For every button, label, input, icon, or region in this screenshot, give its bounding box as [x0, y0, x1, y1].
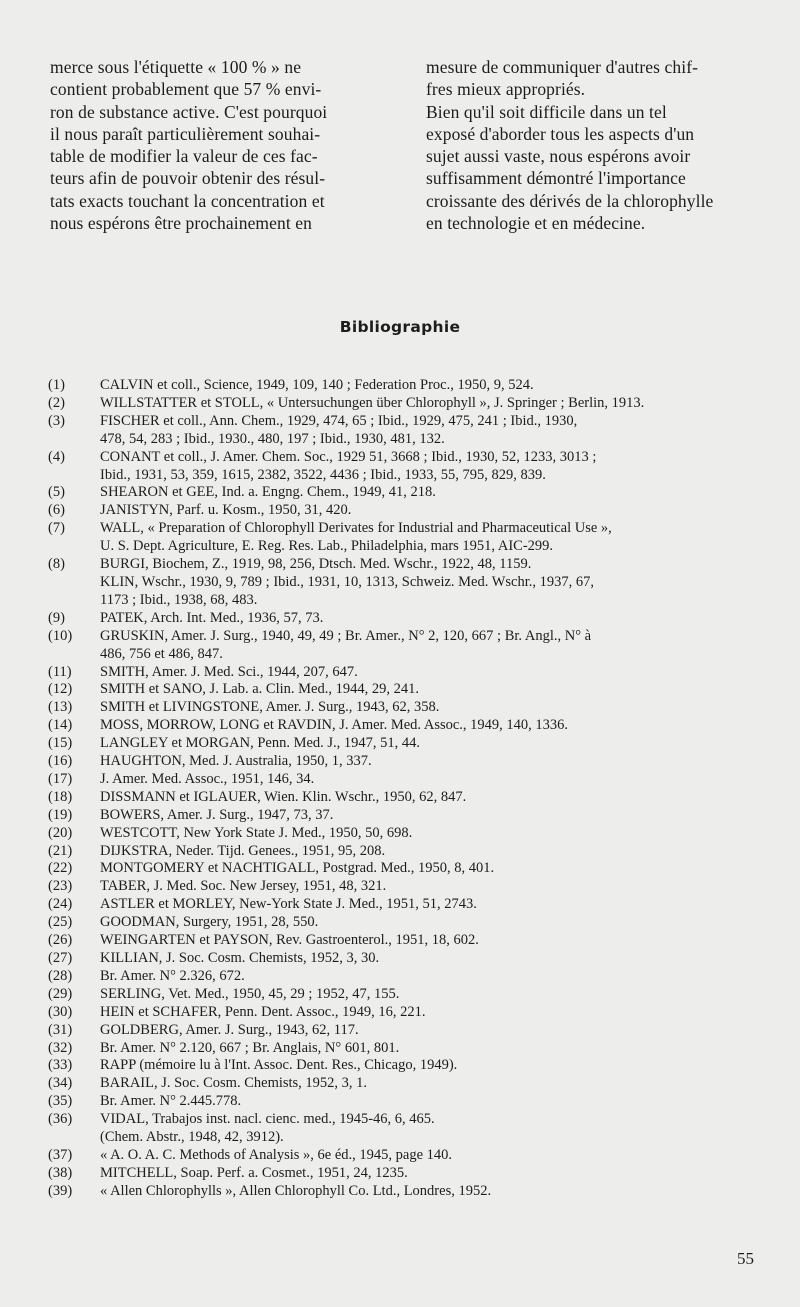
- reference-text: [100, 1165, 773, 1183]
- reference-text: [100, 753, 773, 771]
- reference-text: [100, 395, 773, 413]
- reference-text: [100, 628, 773, 664]
- reference-line: (Chem. Abstr., 1948, 42, 3912).: [100, 1129, 284, 1146]
- reference-number: (36): [48, 1111, 73, 1128]
- reference-text: [100, 664, 773, 682]
- paragraph-line: nous espérons être prochainement en: [50, 213, 313, 234]
- paragraph-line: contient probablement que 57 % envi-: [50, 79, 322, 100]
- reference-line: WALL, « Preparation of Chlorophyll Derivates for Industrial and Pharmaceutical Use »,: [100, 520, 612, 537]
- reference-entry: [48, 1111, 773, 1147]
- reference-entry: [48, 789, 773, 807]
- reference-number: (5): [48, 484, 65, 501]
- reference-entry: [48, 914, 773, 932]
- paragraph-line: fres mieux appropriés.: [426, 79, 586, 100]
- reference-line: CONANT et coll., J. Amer. Chem. Soc., 1929 51, 3668 ; Ibid., 1930, 52, 1233, 3013 ;: [100, 448, 597, 465]
- paragraph-line: Bien qu'il soit difficile dans un tel: [426, 101, 667, 122]
- reference-number: (38): [48, 1164, 73, 1181]
- reference-line: RAPP (mémoire lu à l'Int. Assoc. Dent. Res., Chicago, 1949).: [100, 1057, 458, 1074]
- reference-entry: [48, 878, 773, 896]
- paragraph-line: sujet aussi vaste, nous espérons avoir: [426, 146, 691, 167]
- reference-line: CALVIN et coll., Science, 1949, 109, 140 ; Federation Proc., 1950, 9, 524.: [100, 377, 534, 393]
- reference-line: 1173 ; Ibid., 1938, 68, 483.: [100, 591, 258, 608]
- reference-line: SERLING, Vet. Med., 1950, 45, 29 ; 1952, 47, 155.: [100, 985, 400, 1002]
- reference-entry: [48, 1022, 773, 1040]
- reference-text: [100, 1057, 773, 1075]
- reference-entry: [48, 1147, 773, 1165]
- reference-number: (12): [48, 681, 73, 698]
- reference-line: BARAIL, J. Soc. Cosm. Chemists, 1952, 3, 1.: [100, 1075, 368, 1092]
- reference-line: WILLSTATTER et STOLL, « Untersuchungen über Chlorophyll », J. Springer ; Berlin, 1913.: [100, 394, 645, 411]
- reference-text: [100, 1075, 773, 1093]
- reference-entry: [48, 449, 773, 485]
- reference-line: VIDAL, Trabajos inst. nacl. cienc. med., 1945-46, 6, 465.: [100, 1111, 435, 1128]
- right-column: [426, 56, 762, 234]
- reference-entry: [48, 735, 773, 753]
- reference-number: (29): [48, 985, 73, 1002]
- reference-line: « Allen Chlorophylls », Allen Chlorophyll Co. Ltd., Londres, 1952.: [100, 1182, 492, 1199]
- reference-line: 478, 54, 283 ; Ibid., 1930., 480, 197 ; Ibid., 1930, 481, 132.: [100, 430, 445, 447]
- reference-entry: [48, 771, 773, 789]
- reference-number: (32): [48, 1039, 73, 1056]
- reference-text: [100, 1040, 773, 1058]
- reference-entry: [48, 932, 773, 950]
- reference-line: MONTGOMERY et NACHTIGALL, Postgrad. Med., 1950, 8, 401.: [100, 860, 495, 877]
- paragraph-line: table de modifier la valeur de ces fac-: [50, 146, 318, 167]
- reference-line: « A. O. A. C. Methods of Analysis », 6e éd., 1945, page 140.: [100, 1146, 453, 1163]
- reference-number: (20): [48, 824, 73, 841]
- reference-text: [100, 896, 773, 914]
- paragraph-line: ron de substance active. C'est pourquoi: [50, 101, 328, 122]
- reference-entry: [48, 395, 773, 413]
- reference-line: SHEARON et GEE, Ind. a. Engng. Chem., 1949, 41, 218.: [100, 484, 436, 501]
- paragraph-line: tats exacts touchant la concentration et: [50, 190, 325, 211]
- reference-text: [100, 699, 773, 717]
- reference-entry: [48, 520, 773, 556]
- reference-text: [100, 484, 773, 502]
- reference-number: (11): [48, 663, 72, 680]
- reference-number: (1): [48, 377, 65, 393]
- reference-line: Br. Amer. N° 2.120, 667 ; Br. Anglais, N° 601, 801.: [100, 1039, 400, 1056]
- reference-number: (13): [48, 699, 73, 716]
- paragraph-line: merce sous l'étiquette « 100 % » ne: [50, 57, 302, 77]
- reference-number: (33): [48, 1057, 73, 1074]
- reference-number: (9): [48, 609, 65, 626]
- paragraph-line: croissante des dérivés de la chlorophylle: [426, 190, 714, 211]
- reference-entry: [48, 717, 773, 735]
- reference-text: [100, 914, 773, 932]
- reference-number: (23): [48, 878, 73, 895]
- reference-number: (31): [48, 1021, 73, 1038]
- reference-number: (16): [48, 753, 73, 770]
- reference-number: (21): [48, 842, 73, 859]
- reference-text: [100, 825, 773, 843]
- reference-entry: [48, 681, 773, 699]
- reference-text: [100, 860, 773, 878]
- reference-text: [100, 950, 773, 968]
- reference-line: GOODMAN, Surgery, 1951, 28, 550.: [100, 914, 319, 931]
- left-column: [50, 56, 386, 234]
- reference-text: [100, 1111, 773, 1147]
- reference-entry: [48, 825, 773, 843]
- reference-number: (2): [48, 394, 65, 411]
- reference-entry: [48, 377, 773, 395]
- reference-text: [100, 449, 773, 485]
- reference-text: [100, 735, 773, 753]
- reference-line: TABER, J. Med. Soc. New Jersey, 1951, 48, 321.: [100, 878, 387, 895]
- reference-entry: [48, 502, 773, 520]
- reference-entry: [48, 968, 773, 986]
- reference-number: (17): [48, 770, 73, 787]
- reference-text: [100, 878, 773, 896]
- page-number: 55: [737, 1249, 754, 1268]
- reference-line: SMITH, Amer. J. Med. Sci., 1944, 207, 647.: [100, 663, 358, 680]
- paragraph-line: suffisamment démontré l'importance: [426, 168, 686, 189]
- reference-line: ASTLER et MORLEY, New-York State J. Med., 1951, 51, 2743.: [100, 896, 477, 913]
- reference-line: WEINGARTEN et PAYSON, Rev. Gastroenterol., 1951, 18, 602.: [100, 932, 479, 949]
- reference-line: U. S. Dept. Agriculture, E. Reg. Res. Lab., Philadelphia, mars 1951, AIC-299.: [100, 538, 554, 555]
- reference-entry: [48, 1165, 773, 1183]
- reference-text: [100, 556, 773, 610]
- reference-number: (24): [48, 896, 73, 913]
- reference-number: (8): [48, 556, 65, 573]
- reference-text: [100, 1147, 773, 1165]
- reference-number: (6): [48, 502, 65, 519]
- reference-entry: [48, 664, 773, 682]
- reference-line: 486, 756 et 486, 847.: [100, 645, 223, 662]
- reference-entry: [48, 860, 773, 878]
- reference-line: BURGI, Biochem, Z., 1919, 98, 256, Dtsch. Med. Wschr., 1922, 48, 1159.: [100, 556, 532, 573]
- reference-number: (26): [48, 932, 73, 949]
- reference-entry: [48, 1075, 773, 1093]
- reference-text: [100, 413, 773, 449]
- reference-number: (27): [48, 950, 73, 966]
- reference-line: MITCHELL, Soap. Perf. a. Cosmet., 1951, 24, 1235.: [100, 1164, 408, 1181]
- bibliography-title: Bibliographie: [339, 318, 461, 336]
- reference-number: (3): [48, 412, 65, 429]
- paragraph-line: teurs afin de pouvoir obtenir des résul-: [50, 168, 326, 189]
- reference-text: [100, 1004, 773, 1022]
- reference-number: (14): [48, 717, 73, 734]
- reference-line: DIJKSTRA, Neder. Tijd. Genees., 1951, 95, 208.: [100, 842, 386, 859]
- reference-line: PATEK, Arch. Int. Med., 1936, 57, 73.: [100, 609, 324, 626]
- reference-line: KILLIAN, J. Soc. Cosm. Chemists, 1952, 3, 30.: [100, 950, 380, 966]
- reference-line: J. Amer. Med. Assoc., 1951, 146, 34.: [100, 770, 315, 787]
- reference-text: [100, 1022, 773, 1040]
- paragraph-line: il nous paraît particulièrement souhai-: [50, 123, 321, 144]
- reference-number: (19): [48, 806, 73, 823]
- reference-text: [100, 1183, 773, 1201]
- reference-line: GOLDBERG, Amer. J. Surg., 1943, 62, 117.: [100, 1021, 359, 1038]
- reference-line: HEIN et SCHAFER, Penn. Dent. Assoc., 1949, 16, 221.: [100, 1003, 426, 1020]
- reference-number: (7): [48, 520, 65, 537]
- reference-line: Ibid., 1931, 53, 359, 1615, 2382, 3522, 4436 ; Ibid., 1933, 55, 795, 829, 839.: [100, 466, 546, 483]
- reference-number: (22): [48, 860, 73, 877]
- reference-text: [100, 717, 773, 735]
- paragraph-line: exposé d'aborder tous les aspects d'un: [426, 123, 695, 144]
- paragraph-line: mesure de communiquer d'autres chif-: [426, 57, 699, 77]
- reference-entry: [48, 556, 773, 610]
- reference-line: FISCHER et coll., Ann. Chem., 1929, 474, 65 ; Ibid., 1929, 475, 241 ; Ibid., 1930,: [100, 412, 578, 429]
- reference-entry: [48, 628, 773, 664]
- reference-text: [100, 789, 773, 807]
- reference-text: [100, 807, 773, 825]
- reference-text: [100, 843, 773, 861]
- reference-number: (18): [48, 788, 73, 805]
- reference-text: [100, 932, 773, 950]
- reference-text: [100, 1093, 773, 1111]
- reference-line: GRUSKIN, Amer. J. Surg., 1940, 49, 49 ; Br. Amer., N° 2, 120, 667 ; Br. Angl., N° à: [100, 627, 592, 644]
- reference-entry: [48, 610, 773, 628]
- reference-number: (15): [48, 735, 73, 752]
- reference-entry: [48, 413, 773, 449]
- reference-entry: [48, 1093, 773, 1111]
- reference-text: [100, 681, 773, 699]
- reference-text: [100, 502, 773, 520]
- reference-number: (25): [48, 914, 73, 931]
- reference-line: SMITH et LIVINGSTONE, Amer. J. Surg., 1943, 62, 358.: [100, 699, 440, 716]
- reference-line: BOWERS, Amer. J. Surg., 1947, 73, 37.: [100, 806, 334, 823]
- reference-line: SMITH et SANO, J. Lab. a. Clin. Med., 1944, 29, 241.: [100, 681, 419, 698]
- reference-line: DISSMANN et IGLAUER, Wien. Klin. Wschr., 1950, 62, 847.: [100, 788, 467, 805]
- reference-number: (30): [48, 1003, 73, 1020]
- reference-number: (35): [48, 1093, 73, 1110]
- reference-line: JANISTYN, Parf. u. Kosm., 1950, 31, 420.: [100, 502, 352, 519]
- reference-number: (37): [48, 1146, 73, 1163]
- reference-entry: [48, 807, 773, 825]
- reference-line: WESTCOTT, New York State J. Med., 1950, 50, 698.: [100, 824, 413, 841]
- reference-entry: [48, 896, 773, 914]
- reference-entry: [48, 843, 773, 861]
- reference-number: (34): [48, 1075, 73, 1092]
- reference-entry: [48, 986, 773, 1004]
- reference-text: [100, 771, 773, 789]
- reference-line: HAUGHTON, Med. J. Australia, 1950, 1, 337.: [100, 753, 372, 770]
- reference-entry: [48, 1040, 773, 1058]
- reference-entry: [48, 950, 773, 968]
- intro-columns: [50, 56, 762, 234]
- reference-number: (10): [48, 627, 73, 644]
- reference-line: KLIN, Wschr., 1930, 9, 789 ; Ibid., 1931, 10, 1313, Schweiz. Med. Wschr., 1937, 67,: [100, 573, 595, 590]
- reference-entry: [48, 753, 773, 771]
- reference-text: [100, 610, 773, 628]
- reference-number: (4): [48, 448, 65, 465]
- reference-number: (28): [48, 967, 73, 984]
- reference-entry: [48, 484, 773, 502]
- reference-entry: [48, 699, 773, 717]
- reference-line: Br. Amer. N° 2.326, 672.: [100, 967, 245, 984]
- reference-line: LANGLEY et MORGAN, Penn. Med. J., 1947, 51, 44.: [100, 735, 421, 752]
- reference-text: [100, 377, 773, 395]
- reference-entry: [48, 1183, 773, 1201]
- reference-text: [100, 520, 773, 556]
- bibliography-list: [48, 377, 773, 1201]
- reference-text: [100, 986, 773, 1004]
- reference-entry: [48, 1057, 773, 1075]
- paragraph-line: en technologie et en médecine.: [426, 213, 646, 234]
- reference-text: [100, 968, 773, 986]
- reference-number: (39): [48, 1182, 73, 1199]
- reference-line: MOSS, MORROW, LONG et RAVDIN, J. Amer. Med. Assoc., 1949, 140, 1336.: [100, 717, 569, 734]
- reference-entry: [48, 1004, 773, 1022]
- reference-line: Br. Amer. N° 2.445.778.: [100, 1093, 242, 1110]
